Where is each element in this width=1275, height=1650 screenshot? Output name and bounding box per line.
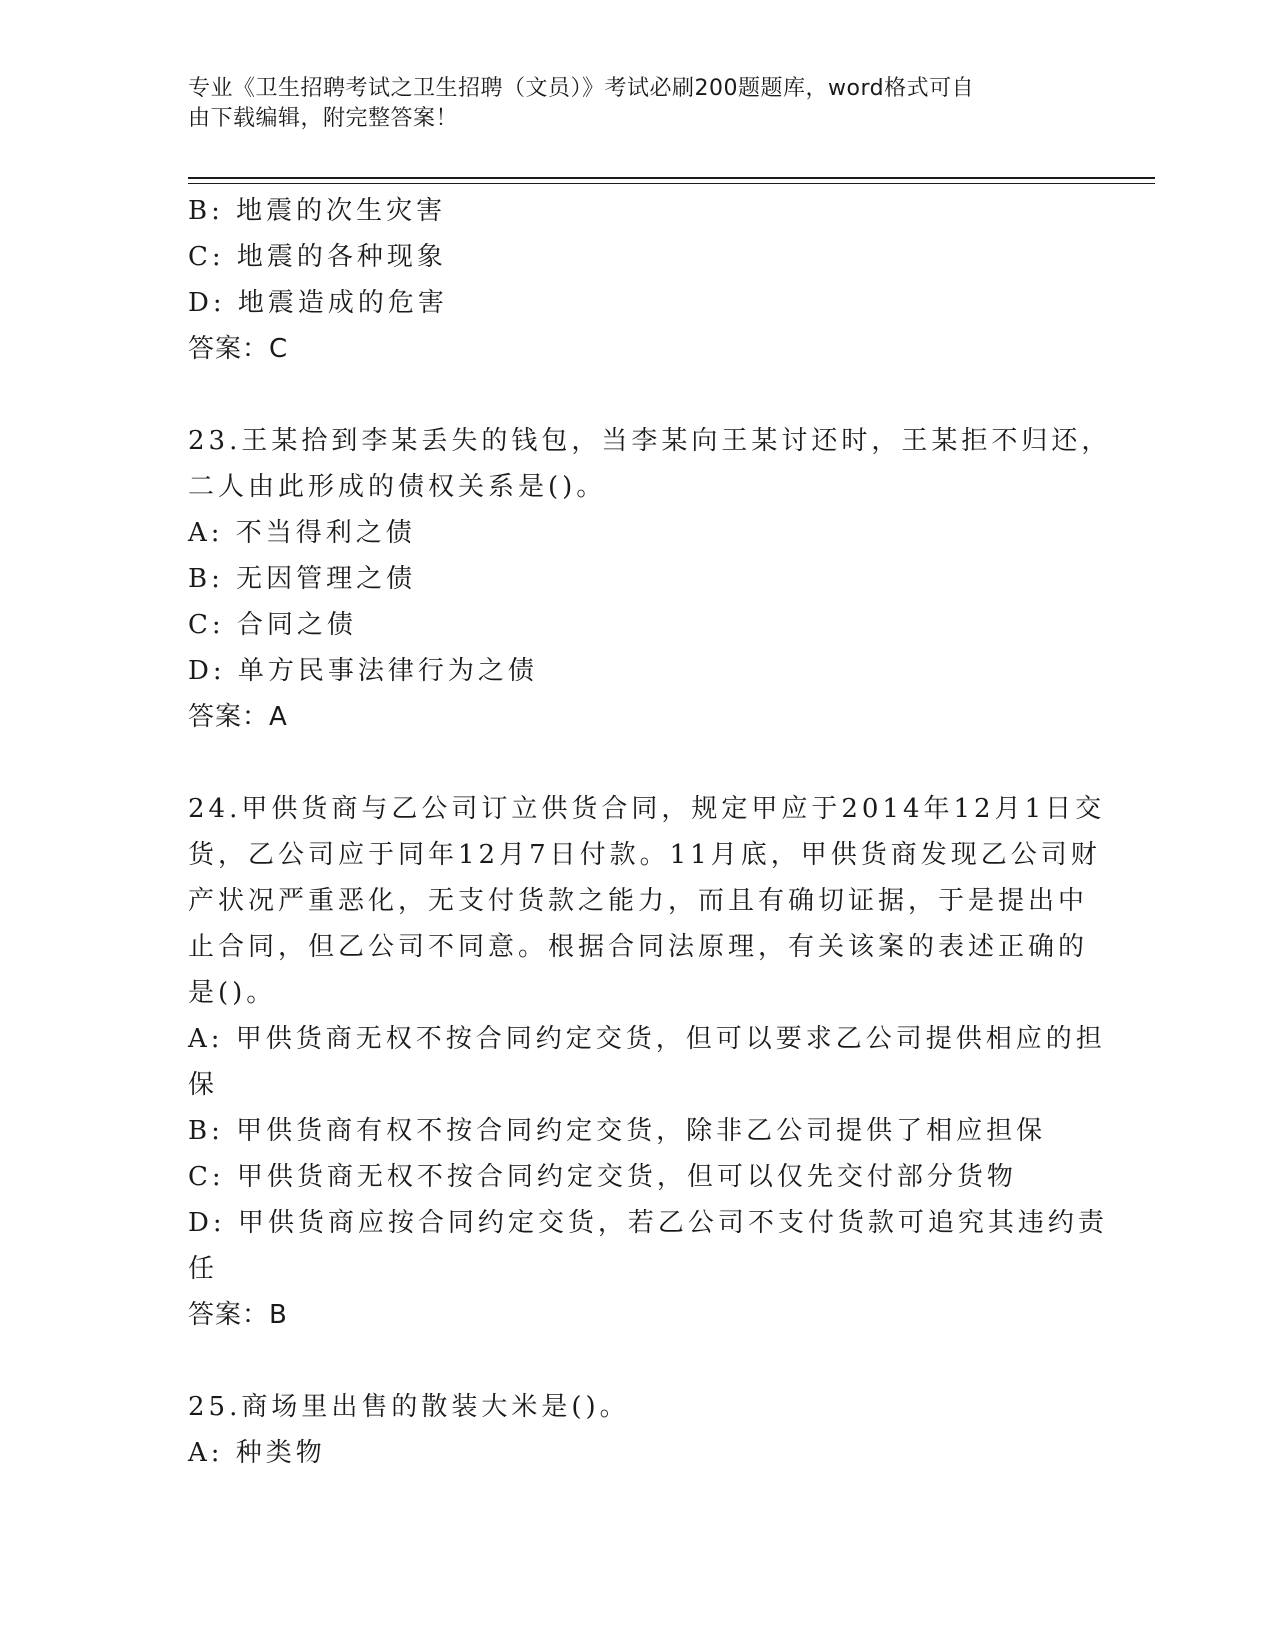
document-header <box>188 74 1088 134</box>
option-b: B: 甲供货商有权不按合同约定交货，除非乙公司提供了相应担保 <box>188 1116 1047 1146</box>
option-d: D: 地震造成的危害 <box>188 288 448 318</box>
question-content <box>188 188 1112 1476</box>
option-a: A: 不当得利之债 <box>188 518 416 548</box>
option-c: C: 甲供货商无权不按合同约定交货，但可以仅先交付部分货物 <box>188 1162 1017 1192</box>
question-23 <box>188 418 1112 740</box>
option-b: B: 无因管理之债 <box>188 564 417 594</box>
option-d: D: 单方民事法律行为之债 <box>188 656 538 686</box>
answer-line: 答案：B <box>188 1300 288 1330</box>
question-stem: 产状况严重恶化，无支付货款之能力，而且有确切证据，于是提出中 <box>188 886 1089 916</box>
option-d: D: 甲供货商应按合同约定交货，若乙公司不支付货款可追究其违约责 <box>188 1208 1108 1238</box>
option-c: C: 地震的各种现象 <box>188 242 447 272</box>
question-24 <box>188 786 1108 1338</box>
question-stem: 24.甲供货商与乙公司订立供货合同，规定甲应于2014年12月1日交 <box>188 794 1106 824</box>
question-stem: 25.商场里出售的散装大米是()。 <box>188 1392 630 1422</box>
question-spacer <box>188 740 1088 786</box>
header-divider-thin <box>188 183 1155 184</box>
question-stem: 货，乙公司应于同年12月7日付款。11月底，甲供货商发现乙公司财 <box>188 840 1101 870</box>
question-spacer <box>188 372 1088 418</box>
question-22-continuation <box>188 188 1088 372</box>
option-a-continued: 保 <box>188 1070 219 1100</box>
question-spacer <box>188 1338 1088 1384</box>
question-stem: 止合同，但乙公司不同意。根据合同法原理，有关该案的表述正确的 <box>188 932 1089 962</box>
option-a: A: 甲供货商无权不按合同约定交货，但可以要求乙公司提供相应的担 <box>188 1024 1106 1054</box>
header-line-2: 由下载编辑，附完整答案！ <box>188 106 459 131</box>
answer-line: 答案：A <box>188 702 288 732</box>
option-a: A: 种类物 <box>188 1438 326 1468</box>
answer-line: 答案：C <box>188 334 289 364</box>
question-stem: 23.王某拾到李某丢失的钱包，当李某向王某讨还时，王某拒不归还， <box>188 426 1112 456</box>
question-25 <box>188 1384 1088 1476</box>
option-b: B: 地震的次生灾害 <box>188 196 447 226</box>
header-divider-thick <box>188 177 1155 179</box>
question-stem: 二人由此形成的债权关系是()。 <box>188 472 607 502</box>
header-line-1: 专业《卫生招聘考试之卫生招聘（文员）》考试必刷200题题库，word格式可自 <box>188 76 975 101</box>
question-stem: 是()。 <box>188 978 277 1008</box>
option-d-continued: 任 <box>188 1254 219 1284</box>
option-c: C: 合同之债 <box>188 610 357 640</box>
